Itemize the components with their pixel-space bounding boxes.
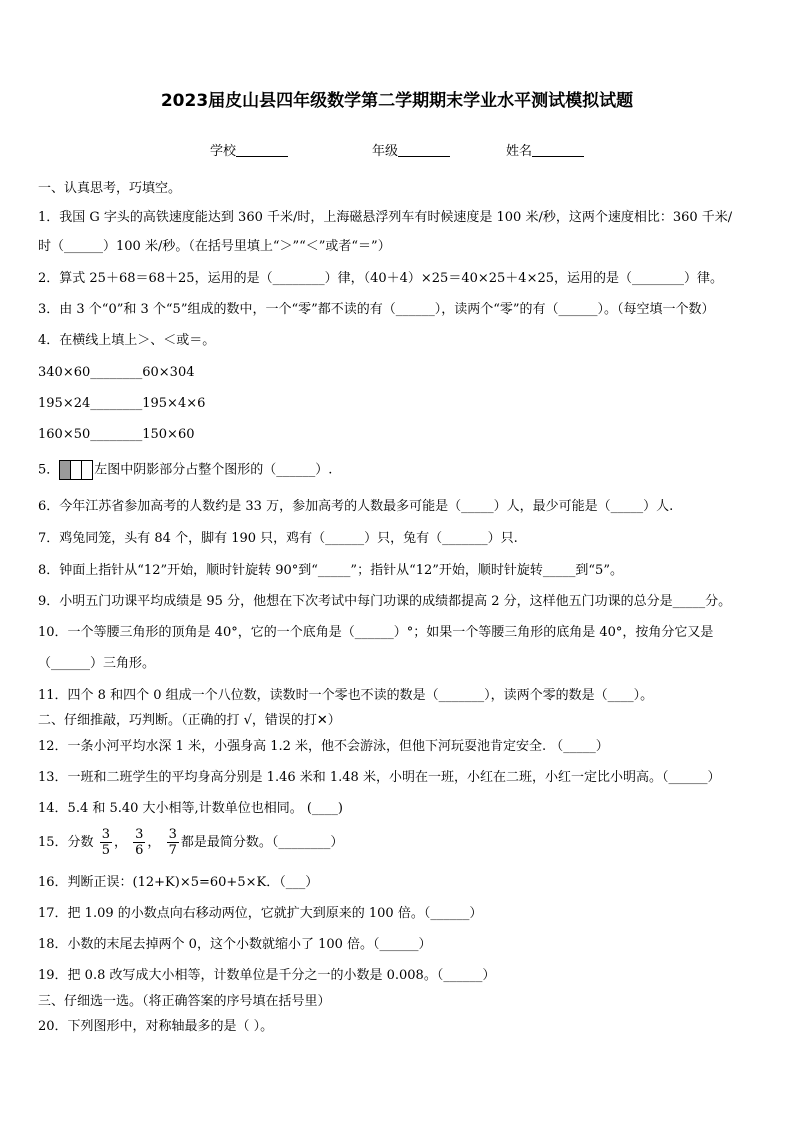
- question-17: 17．把 1.09 的小数点向右移动两位，它就扩大到原来的 100 倍。（______）: [38, 906, 483, 921]
- blank-cell: [71, 461, 82, 479]
- question-3: 3．由 3 个“0”和 3 个“5”组成的数中，一个“零”都不读的有（______），读两个“零”的有（______）。（每空填一个数）: [38, 302, 715, 317]
- question-13: 13．一班和二班学生的平均身高分别是 1.46 米和 1.48 米，小明在一班，小红在二班，小红一定比小明高。（______）: [38, 770, 721, 785]
- question-12: 12．一条小河平均水深 1 米，小强身高 1.2 米，他不会游泳，但他下河玩耍池肯定安全. （_____）: [38, 739, 609, 754]
- question-11: 11．四个 8 和四个 0 组成一个八位数，读数时一个零也不读的数是（_______），读两个零的数是（____）。: [38, 688, 654, 703]
- question-5-text: 左图中阴影部分占整个图形的（______）.: [94, 462, 333, 478]
- name-field: [506, 140, 584, 159]
- fraction-1: $\frac{3}{5}$: [101, 827, 110, 858]
- question-7: 7．鸡兔同笼，头有 84 个，脚有 190 只，鸡有（______）只，兔有（_______）只.: [38, 531, 518, 546]
- section-3-heading: 三、仔细选一选。（将正确答案的序号填在括号里）: [38, 994, 331, 1009]
- shaded-cell: [60, 461, 71, 479]
- name-label: 姓名: [506, 144, 533, 159]
- question-10-line-1: 10．一个等腰三角形的顶角是 40°，它的一个底角是（______）°；如果一个等腰三角形的底角是 40°，按角分它又是: [38, 625, 714, 640]
- school-blank: [236, 143, 288, 157]
- question-19: 19．把 0.8 改写成大小相等，计数单位是千分之一的小数是 0.008。（______）: [38, 968, 496, 983]
- question-15-number: 15．分数: [38, 835, 94, 850]
- question-5-number: 5．: [38, 462, 60, 478]
- question-4-item-3: 160×50________150×60: [38, 427, 195, 442]
- question-4: 4．在横线上填上＞、＜或＝。: [38, 333, 216, 348]
- question-5: [38, 460, 332, 480]
- question-1-line-1: 1．我国 G 字头的高铁速度能达到 360 千米/时，上海磁悬浮列车有时候速度是 100 米/秒，这两个速度相比：360 千米/: [38, 210, 733, 225]
- grade-blank: [398, 143, 450, 157]
- question-15-tail: 都是最简分数。（________）: [180, 835, 344, 850]
- section-2-heading: 二、仔细推敲，巧判断。（正确的打 √，错误的打✕）: [38, 713, 341, 728]
- shaded-rectangle-figure: [59, 460, 93, 480]
- question-6: 6．今年江苏省参加高考的人数约是 33 万，参加高考的人数最多可能是（_____）人，最少可能是（_____）人.: [38, 499, 674, 514]
- fraction-2: $\frac{3}{6}$: [135, 827, 144, 858]
- question-15: 15．分数 $\frac{3}{5}$ ， $\frac{3}{6}$ ， $\frac{3}{7}$ 都是最简分数。（________）: [38, 827, 344, 858]
- question-18: 18．小数的末尾去掉两个 0，这个小数就缩小了 100 倍。（______）: [38, 937, 432, 952]
- question-9: 9．小明五门功课平均成绩是 95 分，他想在下次考试中每门功课的成绩都提高 2 分，这样他五门功课的总分是_____分。: [38, 594, 732, 609]
- question-4-item-1: 340×60________60×304: [38, 365, 195, 380]
- name-blank: [532, 143, 584, 157]
- grade-field: [372, 140, 450, 159]
- question-16: 16．判断正误：(12+K)×5=60+5×K．（___）: [38, 875, 319, 890]
- school-label: 学校: [210, 144, 237, 159]
- question-4-item-2: 195×24________195×4×6: [38, 396, 206, 411]
- question-10-line-2: （______）三角形。: [38, 656, 156, 671]
- question-8: 8．钟面上指针从“12”开始，顺时针旋转 90°到“_____”；指针从“12”开始，顺时针旋转_____到“5”。: [38, 563, 623, 578]
- question-14: 14．5.4 和 5.40 大小相等,计数单位也相同。 (____): [38, 801, 343, 816]
- page-title: 2023届皮山县四年级数学第二学期期末学业水平测试模拟试题: [160, 91, 634, 111]
- section-1-heading: 一、认真思考，巧填空。: [38, 181, 182, 196]
- school-field: [210, 140, 288, 159]
- question-1-line-2: 时（______）100 米/秒。（在括号里填上“＞”“＜”或者“＝”）: [38, 239, 391, 254]
- fraction-3: $\frac{3}{7}$: [168, 827, 177, 858]
- grade-label: 年级: [372, 144, 399, 159]
- question-2: 2．算式 25＋68＝68＋25，运用的是（________）律，（40＋4）×25＝40×25＋4×25，运用的是（________）律。: [38, 271, 724, 286]
- question-20: 20．下列图形中，对称轴最多的是（ ）。: [38, 1019, 274, 1034]
